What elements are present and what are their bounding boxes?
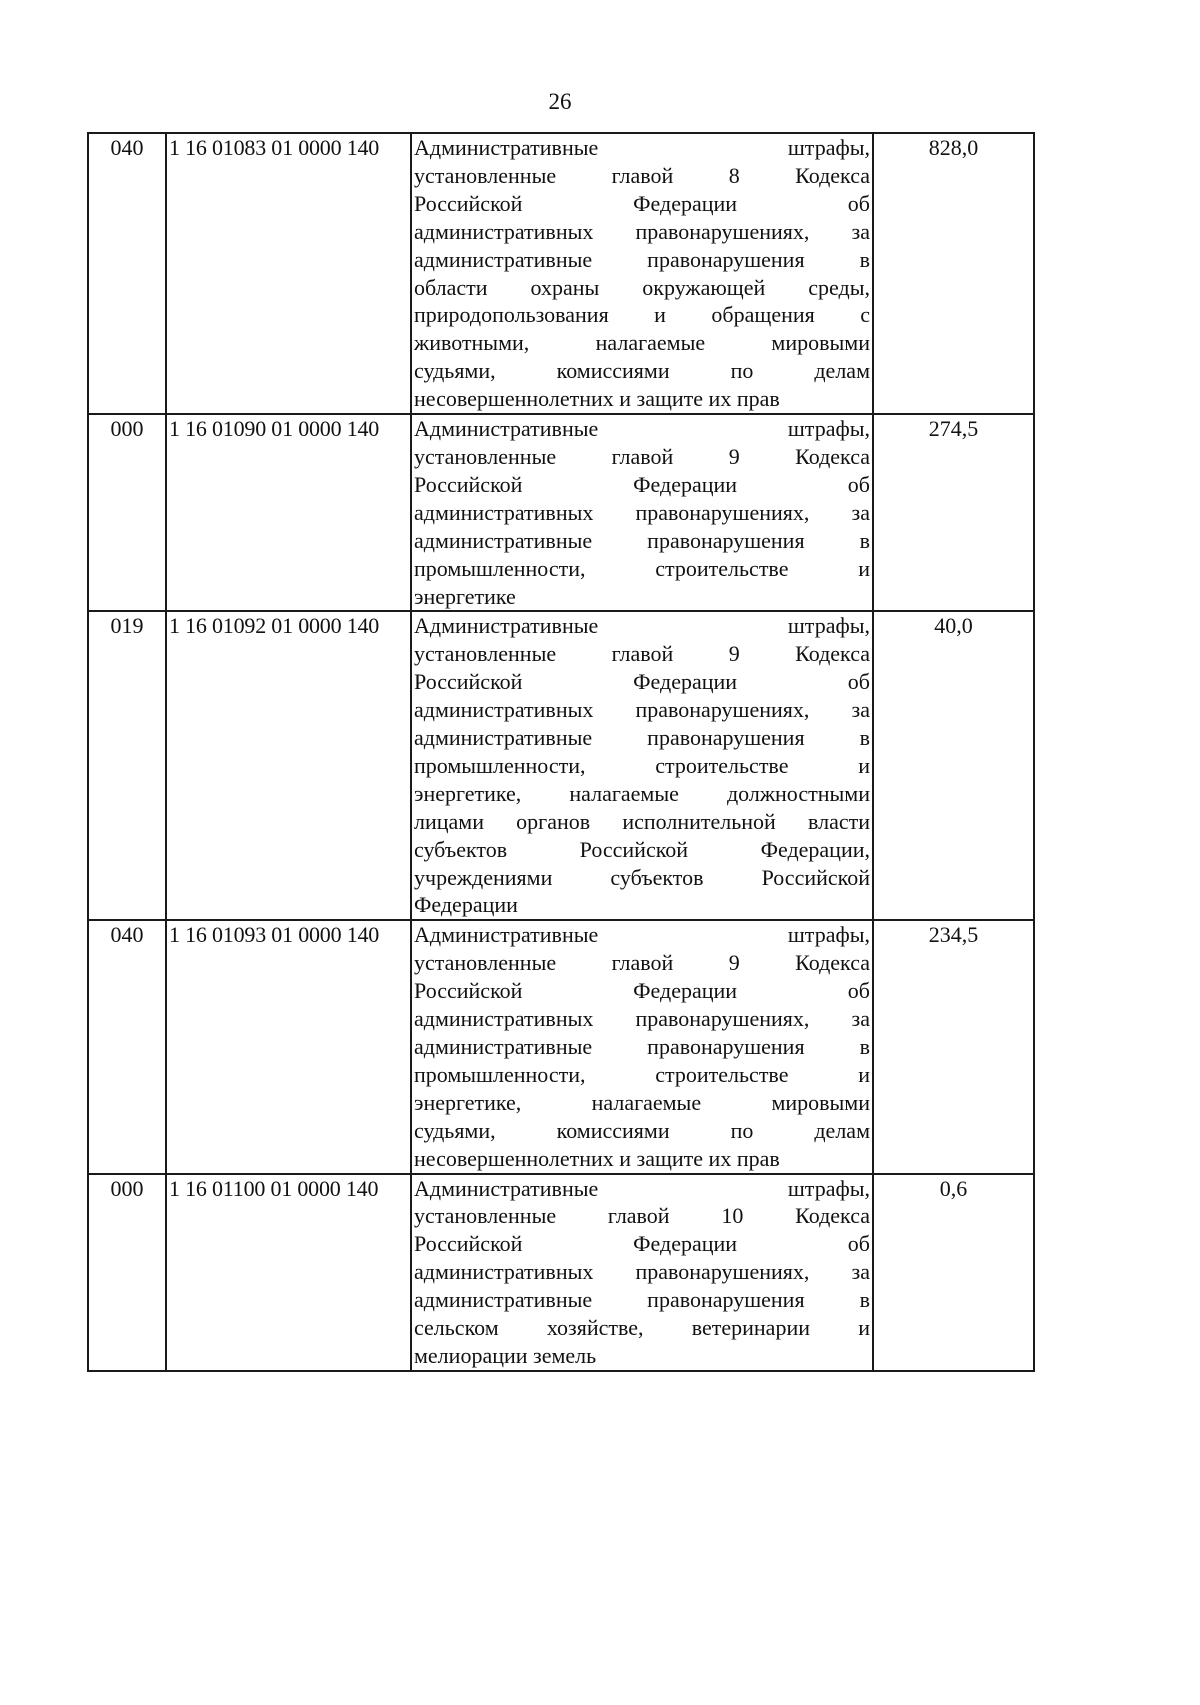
description-line: установленные главой 10 Кодекса: [414, 1203, 870, 1229]
description-cell: [411, 611, 873, 920]
description-cell: [411, 133, 873, 414]
description-line: административных правонарушениях, за: [414, 1259, 870, 1285]
description-line: судьями, комиссиями по делам: [414, 1117, 870, 1143]
description-line: промышленности, строительстве и: [414, 555, 870, 581]
amount-cell: 828,0: [873, 133, 1034, 414]
table-row: [88, 920, 1034, 1173]
table-body: [88, 133, 1034, 1371]
description-line: установленные главой 8 Кодекса: [414, 162, 870, 188]
description-line: установленные главой 9 Кодекса: [414, 443, 870, 469]
amount-cell: 0,6: [873, 1174, 1034, 1371]
description-line: установленные главой 9 Кодекса: [414, 641, 870, 667]
description-line: административные правонарушения в: [414, 1287, 870, 1313]
revenue-table: [87, 132, 1035, 1372]
admin-code-cell: 019: [88, 611, 166, 920]
description-line: энергетике, налагаемые должностными: [414, 780, 870, 806]
description-line: Административные штрафы,: [414, 1175, 870, 1201]
kbk-code-cell: 1 16 01090 01 0000 140: [166, 414, 411, 611]
description-line: административные правонарушения в: [414, 527, 870, 553]
table-row: [88, 133, 1034, 414]
kbk-code-cell: 1 16 01093 01 0000 140: [166, 920, 411, 1173]
description-line: установленные главой 9 Кодекса: [414, 950, 870, 976]
admin-code-cell: 000: [88, 1174, 166, 1371]
table-row: [88, 414, 1034, 611]
description-line: энергетике: [414, 583, 516, 609]
description-line: Российской Федерации об: [414, 669, 870, 695]
description-line: лицами органов исполнительной власти: [414, 808, 870, 834]
description-line: энергетике, налагаемые мировыми: [414, 1089, 870, 1115]
kbk-code-cell: 1 16 01100 01 0000 140: [166, 1174, 411, 1371]
description-line: административных правонарушениях, за: [414, 1006, 870, 1032]
description-line: административных правонарушениях, за: [414, 697, 870, 723]
description-line: административные правонарушения в: [414, 246, 870, 272]
admin-code-cell: 040: [88, 920, 166, 1173]
description-line: Российской Федерации об: [414, 190, 870, 216]
table-row: [88, 1174, 1034, 1371]
description-line: несовершеннолетних и защите их прав: [414, 1145, 780, 1171]
description-line: сельском хозяйстве, ветеринарии и: [414, 1315, 870, 1341]
description-line: промышленности, строительстве и: [414, 1061, 870, 1087]
description-line: субъектов Российской Федерации,: [414, 836, 870, 862]
description-line: административные правонарушения в: [414, 725, 870, 751]
description-line: природопользования и обращения с: [414, 302, 870, 328]
description-cell: [411, 1174, 873, 1371]
amount-cell: 274,5: [873, 414, 1034, 611]
description-line: промышленности, строительстве и: [414, 752, 870, 778]
description-line: Российской Федерации об: [414, 1231, 870, 1257]
description-line: мелиорации земель: [414, 1342, 597, 1368]
description-cell: [411, 920, 873, 1173]
kbk-code-cell: 1 16 01092 01 0000 140: [166, 611, 411, 920]
description-line: Административные штрафы,: [414, 416, 870, 442]
description-line: Административные штрафы,: [414, 922, 870, 948]
description-line: Российской Федерации об: [414, 471, 870, 497]
description-line: Российской Федерации об: [414, 978, 870, 1004]
description-line: административных правонарушениях, за: [414, 499, 870, 525]
description-line: Федерации: [414, 892, 518, 918]
amount-cell: 40,0: [873, 611, 1034, 920]
description-line: области охраны окружающей среды,: [414, 274, 870, 300]
description-line: Административные штрафы,: [414, 135, 870, 160]
amount-cell: 234,5: [873, 920, 1034, 1173]
admin-code-cell: 000: [88, 414, 166, 611]
description-line: учреждениями субъектов Российской: [414, 864, 870, 890]
page-number: 26: [548, 89, 572, 114]
description-line: административных правонарушениях, за: [414, 218, 870, 244]
description-line: несовершеннолетних и защите их прав: [414, 386, 780, 412]
description-line: животными, налагаемые мировыми: [414, 330, 870, 356]
description-line: судьями, комиссиями по делам: [414, 358, 870, 384]
admin-code-cell: 040: [88, 133, 166, 414]
table-row: [88, 611, 1034, 920]
description-line: административные правонарушения в: [414, 1034, 870, 1059]
description-line: Административные штрафы,: [414, 613, 870, 639]
description-cell: [411, 414, 873, 611]
kbk-code-cell: 1 16 01083 01 0000 140: [166, 133, 411, 414]
